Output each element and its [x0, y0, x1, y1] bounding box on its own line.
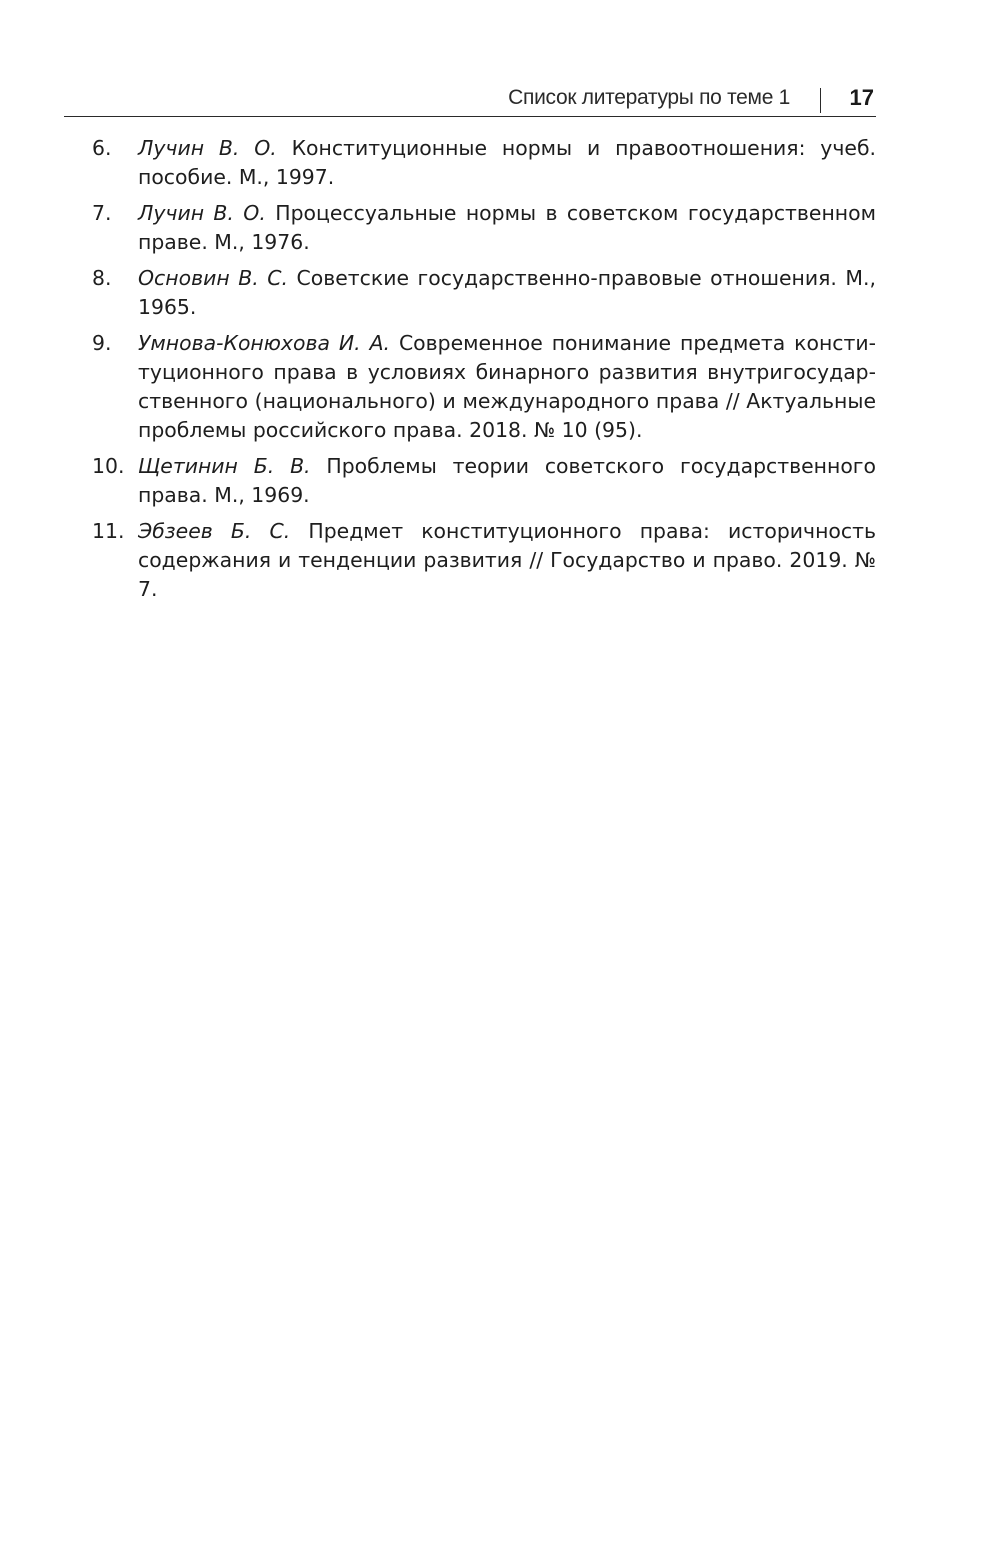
reference-item: [92, 329, 876, 445]
reference-item: [92, 517, 876, 604]
reference-text: Процессуальные нормы в советском государственном праве. М., 1976.: [138, 201, 876, 254]
reference-text: Предмет конституционного права: историчность содержания и тенденции развития // Государство и право. 2019. № 7.: [138, 519, 876, 601]
page-number: 17: [849, 85, 874, 110]
reference-number: 7.: [92, 201, 112, 225]
reference-text: Советские государственно-правовые отношения. М., 1965.: [138, 266, 876, 319]
reference-author: Эбзеев Б. С.: [138, 519, 291, 543]
reference-number: 6.: [92, 136, 112, 160]
reference-author: Основин В. С.: [138, 266, 288, 290]
reference-number: 8.: [92, 266, 112, 290]
reference-number: 10.: [92, 454, 125, 478]
reference-item: [92, 264, 876, 322]
reference-author: Щетинин Б. В.: [138, 454, 311, 478]
reference-author: Лучин В. О.: [138, 136, 277, 160]
reference-number: 11.: [92, 519, 125, 543]
running-title: Список литературы по теме 1: [508, 86, 790, 109]
reference-text: Проблемы теории советского государственного права. М., 1969.: [138, 454, 876, 507]
reference-number: 9.: [92, 331, 112, 355]
header-divider: [820, 88, 822, 113]
reference-text: Современное понимание предмета конституционного права в условиях бинарного развития внутригосударственного (национального) и международного права // Актуальные проблемы российского права. 2018. № 10 (95).: [138, 331, 876, 442]
reference-item: [92, 199, 876, 257]
reference-author: Лучин В. О.: [138, 201, 266, 225]
running-head: [64, 84, 876, 117]
reference-text: Конституционные нормы и правоотношения: учеб. пособие. М., 1997.: [138, 136, 877, 189]
reference-author: Умнова-Конюхова И. А.: [138, 331, 391, 355]
reference-list: [92, 134, 876, 611]
reference-item: [92, 134, 876, 192]
reference-item: [92, 452, 876, 510]
